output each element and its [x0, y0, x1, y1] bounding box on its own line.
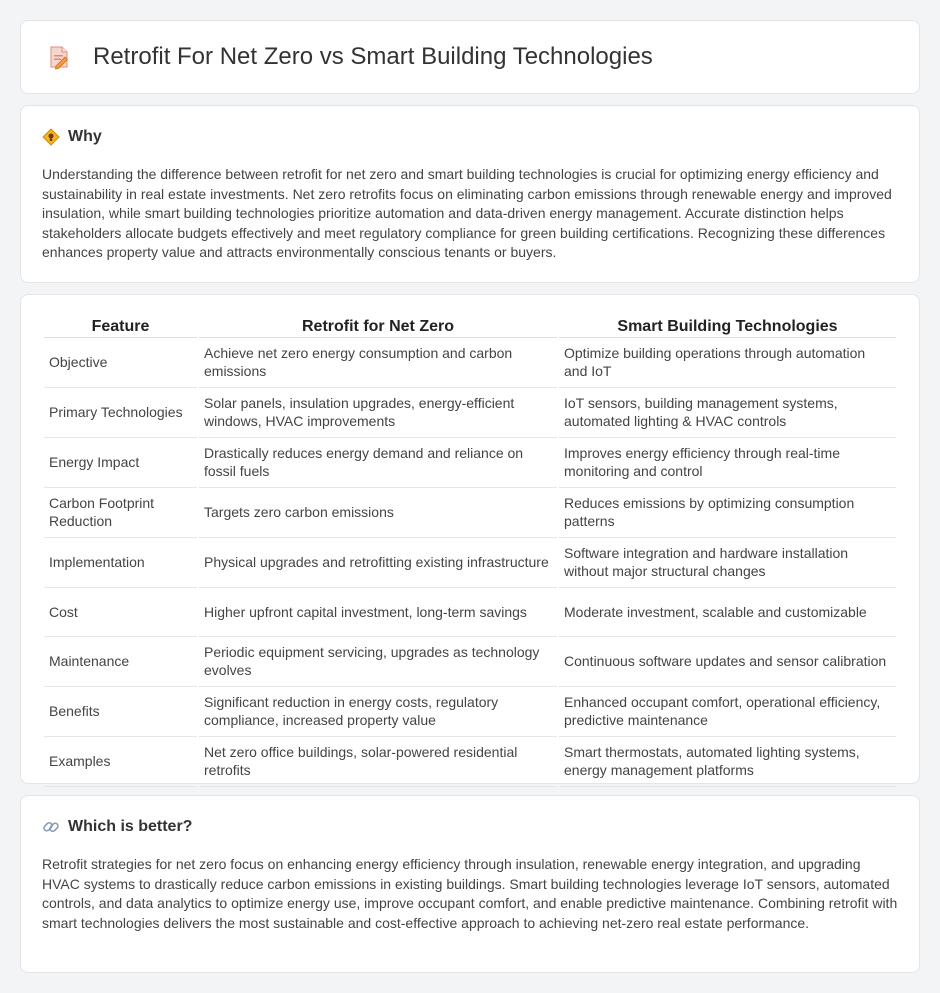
row-smart: Improves energy efficiency through real-time monitoring and control: [559, 438, 896, 488]
which-better-heading: Which is better?: [68, 818, 193, 835]
why-heading: Why: [68, 128, 102, 145]
table-row: [44, 388, 896, 438]
title-card: [20, 20, 920, 94]
document-pencil-icon: [45, 43, 73, 71]
row-retrofit: Targets zero carbon emissions: [199, 488, 557, 538]
table-row: [44, 637, 896, 687]
row-smart: Software integration and hardware installation without major structural changes: [559, 538, 896, 588]
row-smart: Reduces emissions by optimizing consumption patterns: [559, 488, 896, 538]
row-feature: Cost: [44, 588, 197, 637]
row-feature: Objective: [44, 338, 197, 388]
row-feature: Implementation: [44, 538, 197, 588]
table-row: [44, 338, 896, 388]
row-retrofit: Higher upfront capital investment, long-term savings: [199, 588, 557, 637]
row-smart: Moderate investment, scalable and customizable: [559, 588, 896, 637]
why-section: [20, 105, 920, 283]
page-title: Retrofit For Net Zero vs Smart Building Technologies: [93, 43, 653, 70]
table-row: [44, 588, 896, 637]
which-better-text: Retrofit strategies for net zero focus on enhancing energy efficiency through insulation, renewable energy integration, and upgrading HVAC systems to drastically reduce carbon emissions in existing buildings. Smart building technologies leverage IoT sensors, automated controls, and data analytics to optimize energy use, improve occupant comfort, and enable predictive maintenance. Combining retrofit with smart technologies delivers the most sustainable and cost-effective approach to achieving net-zero real estate performance.: [42, 856, 898, 931]
row-feature: Primary Technologies: [44, 388, 197, 438]
table-row: [44, 538, 896, 588]
row-retrofit: Drastically reduces energy demand and reliance on fossil fuels: [199, 438, 557, 488]
row-retrofit: Net zero office buildings, solar-powered residential retrofits: [199, 737, 557, 787]
row-smart: IoT sensors, building management systems, automated lighting & HVAC controls: [559, 388, 896, 438]
table-row: [44, 687, 896, 737]
row-feature: Examples: [44, 737, 197, 787]
table-row: [44, 737, 896, 787]
row-retrofit: Significant reduction in energy costs, regulatory compliance, increased property value: [199, 687, 557, 737]
table-row: [44, 488, 896, 538]
row-retrofit: Periodic equipment servicing, upgrades as technology evolves: [199, 637, 557, 687]
why-text: Understanding the difference between retrofit for net zero and smart building technologies is crucial for optimizing energy efficiency and sustainability in real estate investments. Net zero retrofits focus on eliminating carbon emissions through renewable energy and improved insulation, while smart building technologies prioritize automation and data-driven energy management. Accurate distinction helps stakeholders allocate budgets effectively and meet regulatory compliance for green building certifications. Recognizing these differences enhances property value and attracts environmentally conscious tenants or buyers.: [42, 166, 892, 260]
row-retrofit: Solar panels, insulation upgrades, energy-efficient windows, HVAC improvements: [199, 388, 557, 438]
which-better-section: [20, 795, 920, 973]
row-feature: Maintenance: [44, 637, 197, 687]
header-smart: Smart Building Technologies: [559, 314, 896, 338]
header-retrofit: Retrofit for Net Zero: [199, 314, 557, 338]
row-retrofit: Achieve net zero energy consumption and carbon emissions: [199, 338, 557, 388]
row-smart: Enhanced occupant comfort, operational efficiency, predictive maintenance: [559, 687, 896, 737]
row-feature: Energy Impact: [44, 438, 197, 488]
row-feature: Benefits: [44, 687, 197, 737]
comparison-table: [42, 314, 898, 787]
header-feature: Feature: [44, 314, 197, 338]
row-smart: Smart thermostats, automated lighting systems, energy management platforms: [559, 737, 896, 787]
row-retrofit: Physical upgrades and retrofitting existing infrastructure: [199, 538, 557, 588]
table-row: [44, 438, 896, 488]
lightbulb-diamond-icon: [42, 128, 60, 146]
comparison-table-card: [20, 294, 920, 784]
link-icon: [42, 818, 60, 836]
row-feature: Carbon Footprint Reduction: [44, 488, 197, 538]
row-smart: Optimize building operations through automation and IoT: [559, 338, 896, 388]
row-smart: Continuous software updates and sensor calibration: [559, 637, 896, 687]
